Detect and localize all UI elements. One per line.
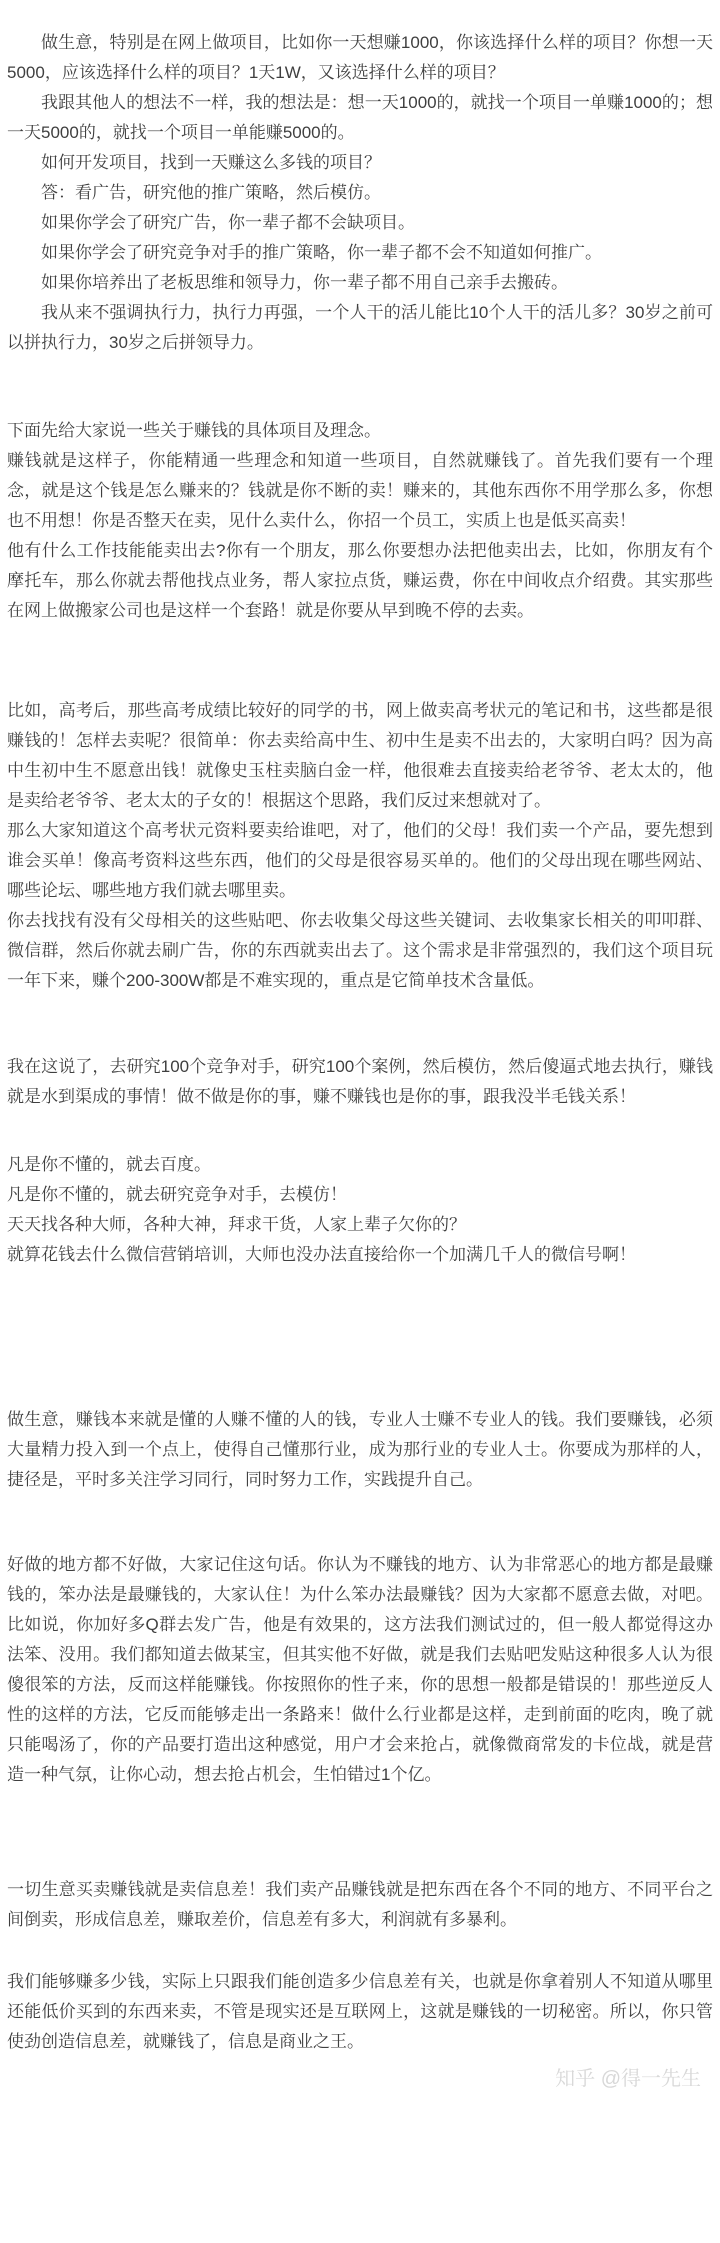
- zhihu-watermark: 知乎 @得一先生: [555, 2068, 701, 2090]
- paragraph: 凡是你不懂的，就去百度。: [7, 1155, 211, 1174]
- paragraph: 赚钱就是这样子，你能精通一些理念和知道一些项目，自然就赚钱了。首先我们要有一个理念，就是这个钱是怎么赚来的？钱就是你不断的卖！赚来的，其他东西你不用学那么多，你想也不用想！你是否整天在卖，见什么卖什么，你招一个员工，实质上也是低买高卖！: [7, 451, 713, 530]
- paragraph: 凡是你不懂的，就去研究竞争对手，去模仿！: [7, 1185, 347, 1204]
- paragraph: 下面先给大家说一些关于赚钱的具体项目及理念。: [7, 421, 381, 440]
- paragraph: 答：看广告，研究他的推广策略，然后模仿。: [41, 183, 381, 202]
- execution-section: [7, 1052, 713, 1270]
- info-gap-section: [7, 1875, 713, 2057]
- paragraph: 你去找找有没有父母相关的这些贴吧、你去收集父母这些关键词、去收集家长相关的叩叩群、微信群，然后你就去刷广告，你的东西就卖出去了。这个需求是非常强烈的，我们这个项目玩一年下来，赚个200-300W都是不难实现的，重点是它简单技术含量低。: [7, 911, 713, 990]
- paragraph: 做生意，赚钱本来就是懂的人赚不懂的人的钱，专业人士赚不专业人的钱。我们要赚钱，必须大量精力投入到一个点上，使得自己懂那行业，成为那行业的专业人士。你要成为那样的人，捷径是，平时多关注学习同行，同时努力工作，实践提升自己。: [7, 1410, 713, 1489]
- paragraph: 他有什么工作技能能卖出去?你有一个朋友，那么你要想办法把他卖出去，比如，你朋友有个摩托车，那么你就去帮他找点业务，帮人家拉点货，赚运费，你在中间收点介绍费。其实那些在网上做搬家公司也是这样一个套路！就是你要从早到晚不停的去卖。: [7, 541, 713, 620]
- paragraph: 天天找各种大师，各种大神，拜求干货，人家上辈子欠你的？: [7, 1215, 466, 1234]
- paragraph: 就算花钱去什么微信营销培训，大师也没办法直接给你一个加满几千人的微信号啊！: [7, 1245, 636, 1264]
- paragraph: 我从来不强调执行力，执行力再强，一个人干的活儿能比10个人干的活儿多？30岁之前可以拼执行力，30岁之后拼领导力。: [7, 303, 713, 352]
- paragraph: 如何开发项目，找到一天赚这么多钱的项目？: [41, 153, 381, 172]
- paragraph: 如果你学会了研究广告，你一辈子都不会缺项目。: [41, 213, 415, 232]
- gaokao-case-section: [7, 696, 713, 996]
- paragraph: 比如，高考后，那些高考成绩比较好的同学的书，网上做卖高考状元的笔记和书，这些都是很赚钱的！怎样去卖呢？很简单：你去卖给高中生、初中生是卖不出去的，大家明白吗？因为高中生初中生不愿意出钱！就像史玉柱卖脑白金一样，他很难去直接卖给老爷爷、老太太的，他是卖给老爷爷、老太太的子女的！根据这个思路，我们反过来想就对了。: [7, 701, 713, 810]
- concepts-section: [7, 416, 713, 626]
- paragraph: 我在这说了，去研究100个竞争对手，研究100个案例，然后模仿，然后傻逼式地去执行，赚钱就是水到渠成的事情！做不做是你的事，赚不赚钱也是你的事，跟我没半毛钱关系！: [7, 1057, 713, 1106]
- intro-section: [7, 28, 713, 358]
- paragraph: 做生意，特别是在网上做项目，比如你一天想赚1000，你该选择什么样的项目？你想一天5000，应该选择什么样的项目？1天1W，又该选择什么样的项目？: [7, 33, 713, 82]
- paragraph: 我们能够赚多少钱，实际上只跟我们能创造多少信息差有关，也就是你拿着别人不知道从哪里还能低价买到的东西来卖，不管是现实还是互联网上，这就是赚钱的一切秘密。所以，你只管使劲创造信息差，就赚钱了，信息是商业之王。: [7, 1972, 713, 2051]
- paragraph: 如果你学会了研究竞争对手的推广策略，你一辈子都不会不知道如何推广。: [41, 243, 602, 262]
- professional-section: [7, 1405, 713, 1790]
- paragraph: 我跟其他人的想法不一样，我的想法是：想一天1000的，就找一个项目一单赚1000的；想一天5000的，就找一个项目一单能赚5000的。: [7, 93, 713, 142]
- paragraph: 好做的地方都不好做，大家记住这句话。你认为不赚钱的地方、认为非常恶心的地方都是最赚钱的，笨办法是最赚钱的，大家认住！为什么笨办法最赚钱？因为大家都不愿意去做，对吧。比如说，你加好多Q群去发广告，他是有效果的，这方法我们测试过的，但一般人都觉得这办法笨、没用。我们都知道去做某宝，但其实他不好做，就是我们去贴吧发贴这种很多人认为很傻很笨的方法，反而这样能赚钱。你按照你的性子来，你的思想一般都是错误的！那些逆反人性的这样的方法，它反而能够走出一条路来！做什么行业都是这样，走到前面的吃肉，晚了就只能喝汤了，你的产品要打造出这种感觉，用户才会来抢占，就像微商常发的卡位战，就是营造一种气氛，让你心动，想去抢占机会，生怕错过1个亿。: [7, 1555, 713, 1784]
- paragraph: 那么大家知道这个高考状元资料要卖给谁吧，对了，他们的父母！我们卖一个产品，要先想到谁会买单！像高考资料这些东西，他们的父母是很容易买单的。他们的父母出现在哪些网站、哪些论坛、哪些地方我们就去哪里卖。: [7, 821, 713, 900]
- maxims-list: [7, 1150, 713, 1270]
- paragraph: 一切生意买卖赚钱就是卖信息差！我们卖产品赚钱就是把东西在各个不同的地方、不同平台之间倒卖，形成信息差，赚取差价，信息差有多大，利润就有多暴利。: [7, 1880, 713, 1929]
- paragraph: 如果你培养出了老板思维和领导力，你一辈子都不用自己亲手去搬砖。: [41, 273, 568, 292]
